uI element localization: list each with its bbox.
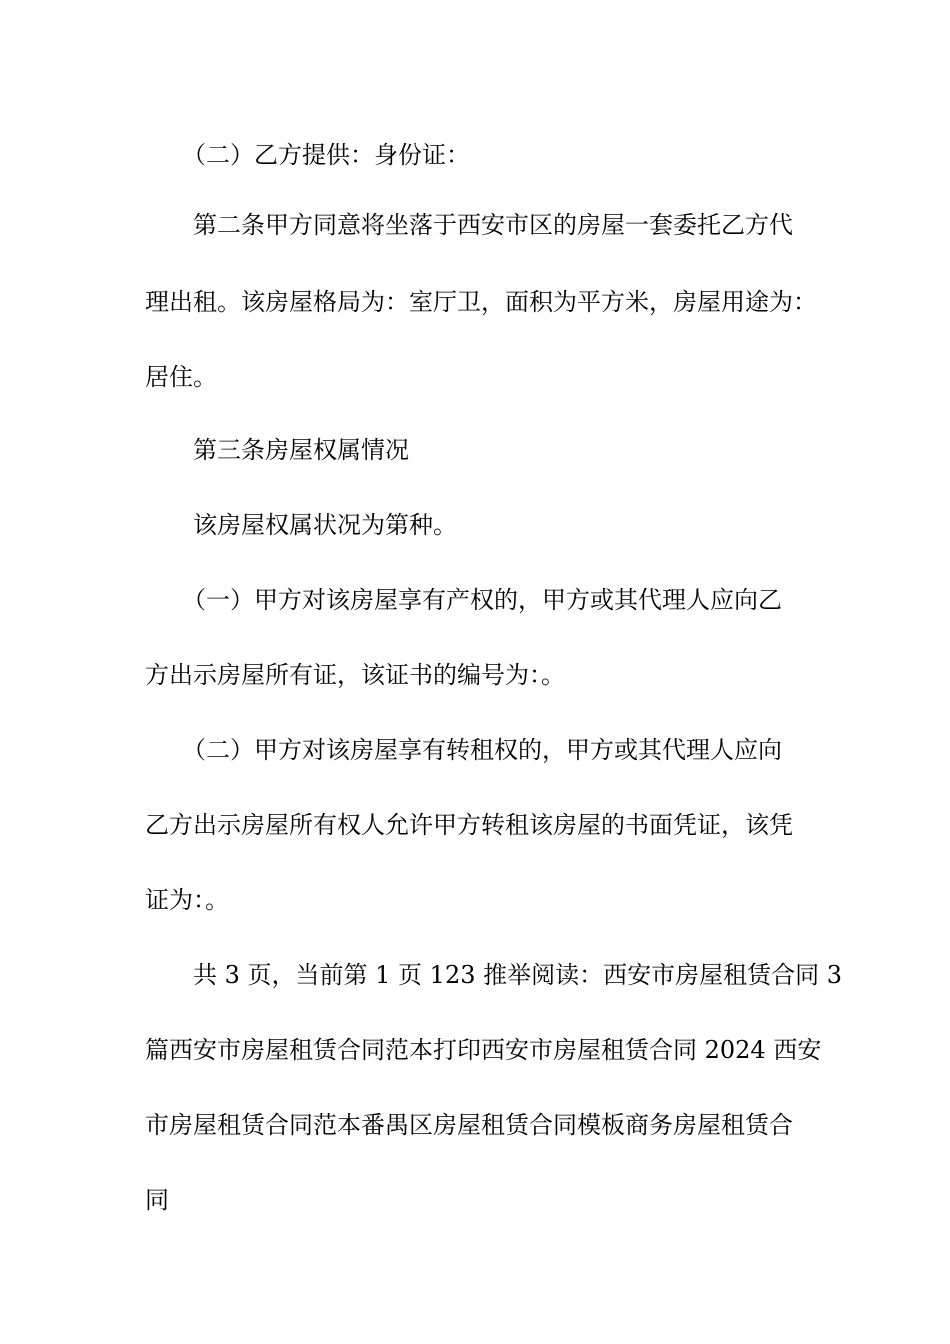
clause-line-3: 理出租。该房屋格局为：室厅卫，面积为平方米，房屋用途为： [145,288,817,316]
footer-line-3: 市房屋租赁合同范本番禺区房屋租赁合同模板商务房屋租赁合 [145,1111,793,1139]
clause-line-6: 该房屋权属状况为第种。 [193,511,457,539]
clause-line-10: 乙方出示房屋所有权人允许甲方转租该房屋的书面凭证，该凭 [145,811,793,839]
footer-line-4: 同 [145,1186,169,1214]
clause-line-11: 证为：。 [145,886,229,914]
footer-line-2: 篇西安市房屋租赁合同范本打印西安市房屋租赁合同 2024 西安 [145,1036,822,1064]
clause-line-8: 方出示房屋所有证，该证书的编号为：。 [145,661,565,689]
clause-line-7: （一）甲方对该房屋享有产权的，甲方或其代理人应向乙 [182,586,782,614]
clause-heading-3: 第三条房屋权属情况 [193,436,409,464]
clause-line-9: （二）甲方对该房屋享有转租权的，甲方或其代理人应向 [182,736,782,764]
clause-line-2: 第二条甲方同意将坐落于西安市区的房屋一套委托乙方代 [193,211,793,239]
clause-line-4: 居住。 [145,363,217,391]
footer-line-1: 共 3 页，当前第 1 页 123 推举阅读：西安市房屋租赁合同 3 [193,961,843,989]
clause-line-1: （二）乙方提供：身份证： [182,141,470,169]
